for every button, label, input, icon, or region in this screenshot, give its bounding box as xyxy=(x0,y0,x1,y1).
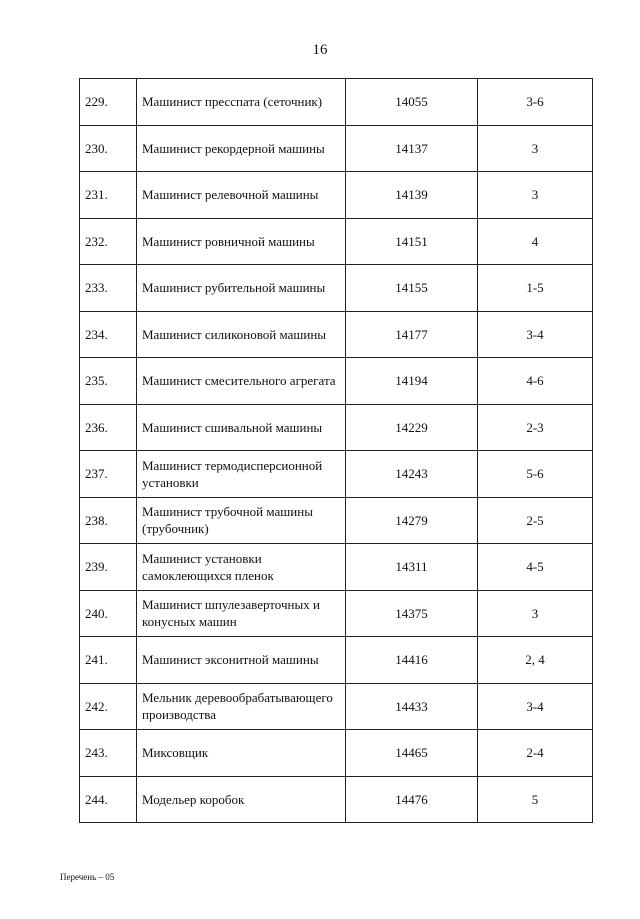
row-number: 237. xyxy=(80,451,137,498)
grade-range: 3-6 xyxy=(478,79,593,126)
row-number: 234. xyxy=(80,311,137,358)
profession-name: Машинист пресспата (сеточник) xyxy=(137,79,346,126)
grade-range: 4-5 xyxy=(478,544,593,591)
table-row xyxy=(80,172,593,219)
row-number: 243. xyxy=(80,730,137,777)
row-number: 244. xyxy=(80,776,137,823)
profession-name: Машинист рубительной машины xyxy=(137,265,346,312)
profession-code: 14465 xyxy=(346,730,478,777)
row-number: 236. xyxy=(80,404,137,451)
grade-range: 2-3 xyxy=(478,404,593,451)
table-row xyxy=(80,637,593,684)
row-number: 231. xyxy=(80,172,137,219)
profession-code: 14055 xyxy=(346,79,478,126)
profession-name: Машинист ровничной машины xyxy=(137,218,346,265)
grade-range: 4 xyxy=(478,218,593,265)
row-number: 229. xyxy=(80,79,137,126)
table-row xyxy=(80,125,593,172)
grade-range: 2, 4 xyxy=(478,637,593,684)
grade-range: 2-5 xyxy=(478,497,593,544)
grade-range: 3 xyxy=(478,172,593,219)
grade-range: 3 xyxy=(478,590,593,637)
profession-name: Машинист термодисперсионной установки xyxy=(137,451,346,498)
grade-range: 2-4 xyxy=(478,730,593,777)
profession-code: 14375 xyxy=(346,590,478,637)
table-row xyxy=(80,451,593,498)
profession-name: Мельник деревообрабатывающего производства xyxy=(137,683,346,730)
profession-code: 14151 xyxy=(346,218,478,265)
grade-range: 4-6 xyxy=(478,358,593,405)
grade-range: 5 xyxy=(478,776,593,823)
row-number: 233. xyxy=(80,265,137,312)
profession-code: 14229 xyxy=(346,404,478,451)
row-number: 235. xyxy=(80,358,137,405)
profession-name: Машинист шпулезаверточных и конусных машин xyxy=(137,590,346,637)
profession-name: Машинист смесительного агрегата xyxy=(137,358,346,405)
profession-code: 14279 xyxy=(346,497,478,544)
grade-range: 1-5 xyxy=(478,265,593,312)
profession-code: 14155 xyxy=(346,265,478,312)
profession-name: Машинист установки самоклеющихся пленок xyxy=(137,544,346,591)
profession-code: 14137 xyxy=(346,125,478,172)
profession-name: Модельер коробок xyxy=(137,776,346,823)
profession-code: 14243 xyxy=(346,451,478,498)
row-number: 241. xyxy=(80,637,137,684)
row-number: 238. xyxy=(80,497,137,544)
profession-name: Машинист эксонитной машины xyxy=(137,637,346,684)
row-number: 242. xyxy=(80,683,137,730)
grade-range: 5-6 xyxy=(478,451,593,498)
profession-name: Миксовщик xyxy=(137,730,346,777)
table-row xyxy=(80,404,593,451)
row-number: 230. xyxy=(80,125,137,172)
table-row xyxy=(80,79,593,126)
table-row xyxy=(80,358,593,405)
profession-name: Машинист рекордерной машины xyxy=(137,125,346,172)
profession-code: 14416 xyxy=(346,637,478,684)
table-row xyxy=(80,544,593,591)
professions-table xyxy=(79,78,593,823)
profession-code: 14194 xyxy=(346,358,478,405)
table-row xyxy=(80,683,593,730)
table-row xyxy=(80,776,593,823)
row-number: 239. xyxy=(80,544,137,591)
grade-range: 3-4 xyxy=(478,311,593,358)
profession-name: Машинист трубочной машины (трубочник) xyxy=(137,497,346,544)
profession-name: Машинист сшивальной машины xyxy=(137,404,346,451)
profession-code: 14433 xyxy=(346,683,478,730)
table-row xyxy=(80,311,593,358)
grade-range: 3-4 xyxy=(478,683,593,730)
page-number: 16 xyxy=(312,42,328,58)
table-row xyxy=(80,218,593,265)
table-row xyxy=(80,590,593,637)
profession-code: 14311 xyxy=(346,544,478,591)
table-row xyxy=(80,265,593,312)
profession-name: Машинист силиконовой машины xyxy=(137,311,346,358)
table-row xyxy=(80,730,593,777)
profession-name: Машинист релевочной машины xyxy=(137,172,346,219)
professions-table-body xyxy=(80,79,593,823)
row-number: 232. xyxy=(80,218,137,265)
table-row xyxy=(80,497,593,544)
profession-code: 14177 xyxy=(346,311,478,358)
grade-range: 3 xyxy=(478,125,593,172)
row-number: 240. xyxy=(80,590,137,637)
profession-code: 14139 xyxy=(346,172,478,219)
profession-code: 14476 xyxy=(346,776,478,823)
footer-note: Перечень – 05 xyxy=(60,872,115,882)
